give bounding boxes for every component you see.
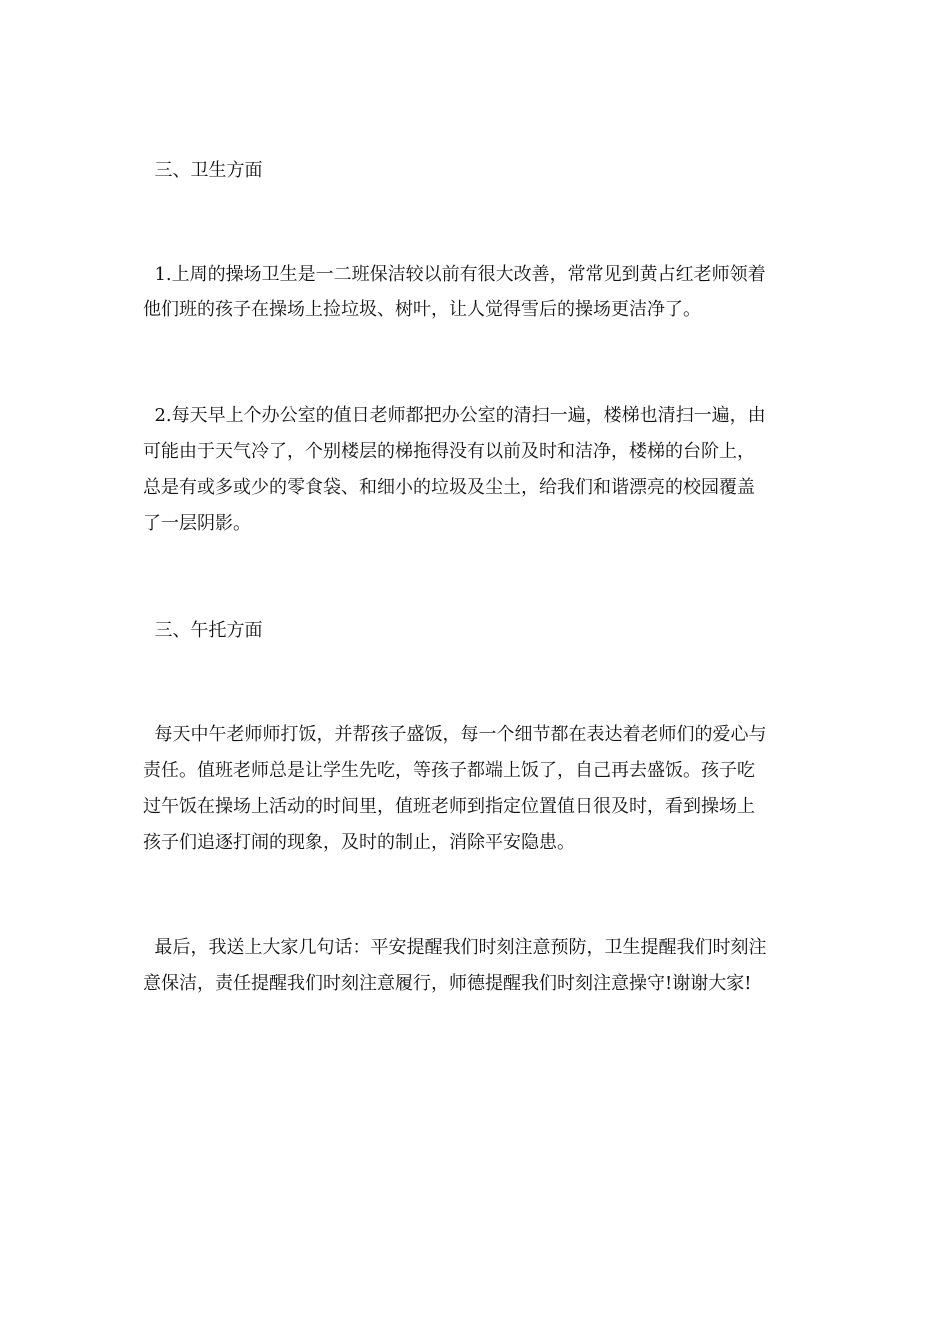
paragraph-line: 了一层阴影。 [143, 513, 251, 534]
paragraph-line: 他们班的孩子在操场上捡垃圾、树叶，让人觉得雪后的操场更洁净了。 [143, 299, 701, 320]
paragraph-line: 孩子们追逐打闹的现象，及时的制止，消除平安隐患。 [143, 832, 575, 853]
paragraph-line: 1.上周的操场卫生是一二班保洁较以前有很大改善，常常见到黄占红老师领着 [143, 264, 766, 285]
paragraph-line: 可能由于天气冷了，个别楼层的梯拖得没有以前及时和洁净，楼梯的台阶上， [143, 441, 755, 462]
paragraph-line: 每天中午老师师打饭，并帮孩子盛饭，每一个细节都在表达着老师们的爱心与 [143, 724, 767, 745]
section-heading-lunch: 三、午托方面 [143, 620, 263, 641]
paragraph-line: 责任。值班老师总是让学生先吃，等孩子都端上饭了，自己再去盛饭。孩子吃 [143, 760, 755, 781]
paragraph-line: 总是有或多或少的零食袋、和细小的垃圾及尘土，给我们和谐漂亮的校园覆盖 [143, 477, 755, 498]
closing-line: 意保洁，责任提醒我们时刻注意履行，师德提醒我们时刻注意操守!谢谢大家! [143, 973, 752, 994]
paragraph-line: 过午饭在操场上活动的时间里，值班老师到指定位置值日很及时，看到操场上 [143, 796, 755, 817]
paragraph-line: 2.每天早上个办公室的值日老师都把办公室的清扫一遍，楼梯也清扫一遍，由 [143, 405, 766, 426]
section-heading-hygiene: 三、卫生方面 [143, 160, 263, 181]
closing-line: 最后，我送上大家几句话：平安提醒我们时刻注意预防，卫生提醒我们时刻注 [143, 937, 767, 958]
